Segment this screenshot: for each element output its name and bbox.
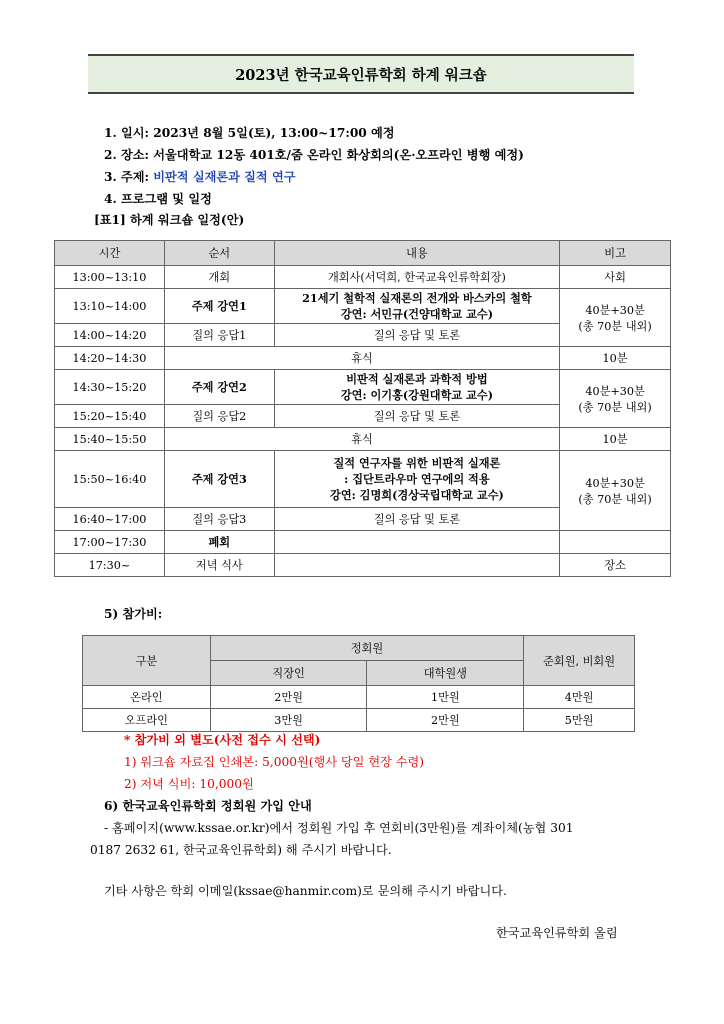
order-cell: 질의 응답2 <box>164 405 274 428</box>
item-date: 1. 일시: 2023년 8월 5일(토), 13:00~17:00 예정 <box>104 126 395 140</box>
lecturer: 강연: 이기홍(강원대학교 교수) <box>340 388 494 402</box>
table-caption: [표1] 하계 워크숍 일정(안) <box>94 213 245 227</box>
table-row <box>55 289 671 324</box>
note-cell: 10분 <box>560 428 671 451</box>
note-duration: 40분+30분 <box>585 476 645 490</box>
schedule-table <box>54 240 671 577</box>
item-program: 4. 프로그램 및 일정 <box>104 192 212 206</box>
time-cell: 14:20~14:30 <box>55 347 165 370</box>
time-cell: 14:30~15:20 <box>55 370 165 405</box>
note-cell <box>560 370 671 428</box>
note-cell <box>560 451 671 531</box>
lecture-title: 비판적 실재론과 과학적 방법 <box>346 372 488 386</box>
membership-heading: 6) 한국교육인류학회 정회원 가입 안내 <box>104 799 312 813</box>
time-cell: 13:00~13:10 <box>55 266 165 289</box>
fee-label: 온라인 <box>83 686 211 709</box>
content-cell <box>274 289 559 324</box>
fee-col-regular: 정회원 <box>210 636 523 661</box>
fee-other: 5만원 <box>524 709 635 732</box>
fee-note-1: 1) 워크숍 자료집 인쇄본: 5,000원(행사 당일 현장 수령) <box>124 755 425 769</box>
table-row <box>55 428 671 451</box>
note-cell: 사회 <box>560 266 671 289</box>
note-total: (총 70분 내외) <box>578 319 652 333</box>
fee-worker: 2만원 <box>210 686 367 709</box>
table-row <box>55 370 671 405</box>
content-cell: 질의 응답 및 토론 <box>274 508 559 531</box>
col-note: 비고 <box>560 241 671 266</box>
content-cell: 개회사(서덕희, 한국교육인류학회장) <box>274 266 559 289</box>
order-cell: 주제 강연2 <box>164 370 274 405</box>
fee-student: 2만원 <box>367 709 524 732</box>
note-cell <box>560 289 671 347</box>
contact-note: 기타 사항은 학회 이메일(kssae@hanmir.com)로 문의해 주시기 바랍니다. <box>104 884 507 898</box>
order-cell: 질의 응답1 <box>164 324 274 347</box>
content-cell <box>274 554 559 577</box>
signature: 한국교육인류학회 올림 <box>496 926 618 940</box>
time-cell: 15:20~15:40 <box>55 405 165 428</box>
fee-table <box>82 635 635 732</box>
note-cell: 10분 <box>560 347 671 370</box>
item-theme <box>104 168 296 185</box>
time-cell: 15:50~16:40 <box>55 451 165 508</box>
fee-col-worker: 직장인 <box>210 661 367 686</box>
membership-line-1: - 홈페이지(www.kssae.or.kr)에서 정회원 가입 후 연회비(3만원)를 계좌이체(농협 301 <box>104 821 574 835</box>
table-row <box>83 686 635 709</box>
table-row <box>83 709 635 732</box>
fee-note-main: * 참가비 외 별도(사전 접수 시 선택) <box>124 733 321 747</box>
fee-heading: 5) 참가비: <box>104 607 163 621</box>
content-cell: 휴식 <box>164 428 559 451</box>
time-cell: 14:00~14:20 <box>55 324 165 347</box>
col-time: 시간 <box>55 241 165 266</box>
time-cell: 17:30~ <box>55 554 165 577</box>
fee-other: 4만원 <box>524 686 635 709</box>
schedule-header-row <box>55 241 671 266</box>
content-cell <box>274 451 559 508</box>
fee-worker: 3만원 <box>210 709 367 732</box>
fee-header-row <box>83 636 635 661</box>
order-cell: 주제 강연1 <box>164 289 274 324</box>
lecture-subtitle: : 집단트라우마 연구에의 적용 <box>344 472 490 486</box>
theme-value: 비판적 실재론과 질적 연구 <box>153 170 296 184</box>
content-cell <box>274 370 559 405</box>
note-duration: 40분+30분 <box>585 303 645 317</box>
time-cell: 15:40~15:50 <box>55 428 165 451</box>
lecture-title: 21세기 철학적 실재론의 전개와 바스카의 철학 <box>302 291 532 305</box>
lecturer: 강연: 서민규(건양대학교 교수) <box>340 307 494 321</box>
fee-note-2: 2) 저녁 식비: 10,000원 <box>124 777 254 791</box>
table-row <box>55 531 671 554</box>
order-cell: 저녁 식사 <box>164 554 274 577</box>
table-row <box>55 451 671 508</box>
col-content: 내용 <box>274 241 559 266</box>
table-row <box>55 347 671 370</box>
document-title: 2023년 한국교육인류학회 하계 워크숍 <box>88 54 634 94</box>
lecture-title: 질적 연구자를 위한 비판적 실재론 <box>333 456 501 470</box>
note-total: (총 70분 내외) <box>578 492 652 506</box>
note-cell: 장소 <box>560 554 671 577</box>
membership-line-2: 0187 2632 61, 한국교육인류학회) 해 주시기 바랍니다. <box>90 843 392 857</box>
order-cell: 폐회 <box>164 531 274 554</box>
content-cell <box>274 531 559 554</box>
fee-col-category: 구분 <box>83 636 211 686</box>
time-cell: 13:10~14:00 <box>55 289 165 324</box>
col-order: 순서 <box>164 241 274 266</box>
note-cell <box>560 531 671 554</box>
content-cell: 질의 응답 및 토론 <box>274 405 559 428</box>
fee-col-student: 대학원생 <box>367 661 524 686</box>
table-row <box>55 266 671 289</box>
order-cell: 질의 응답3 <box>164 508 274 531</box>
theme-label: 3. 주제: <box>104 170 154 184</box>
fee-student: 1만원 <box>367 686 524 709</box>
lecturer: 강연: 김명희(경상국립대학교 교수) <box>330 488 504 502</box>
content-cell: 질의 응답 및 토론 <box>274 324 559 347</box>
content-cell: 휴식 <box>164 347 559 370</box>
time-cell: 17:00~17:30 <box>55 531 165 554</box>
fee-col-other: 준회원, 비회원 <box>524 636 635 686</box>
fee-label: 오프라인 <box>83 709 211 732</box>
time-cell: 16:40~17:00 <box>55 508 165 531</box>
order-cell: 개회 <box>164 266 274 289</box>
table-row <box>55 554 671 577</box>
item-place: 2. 장소: 서울대학교 12동 401호/줌 온라인 화상회의(온·오프라인 병행 예정) <box>104 148 524 162</box>
note-total: (총 70분 내외) <box>578 400 652 414</box>
order-cell: 주제 강연3 <box>164 451 274 508</box>
note-duration: 40분+30분 <box>585 384 645 398</box>
